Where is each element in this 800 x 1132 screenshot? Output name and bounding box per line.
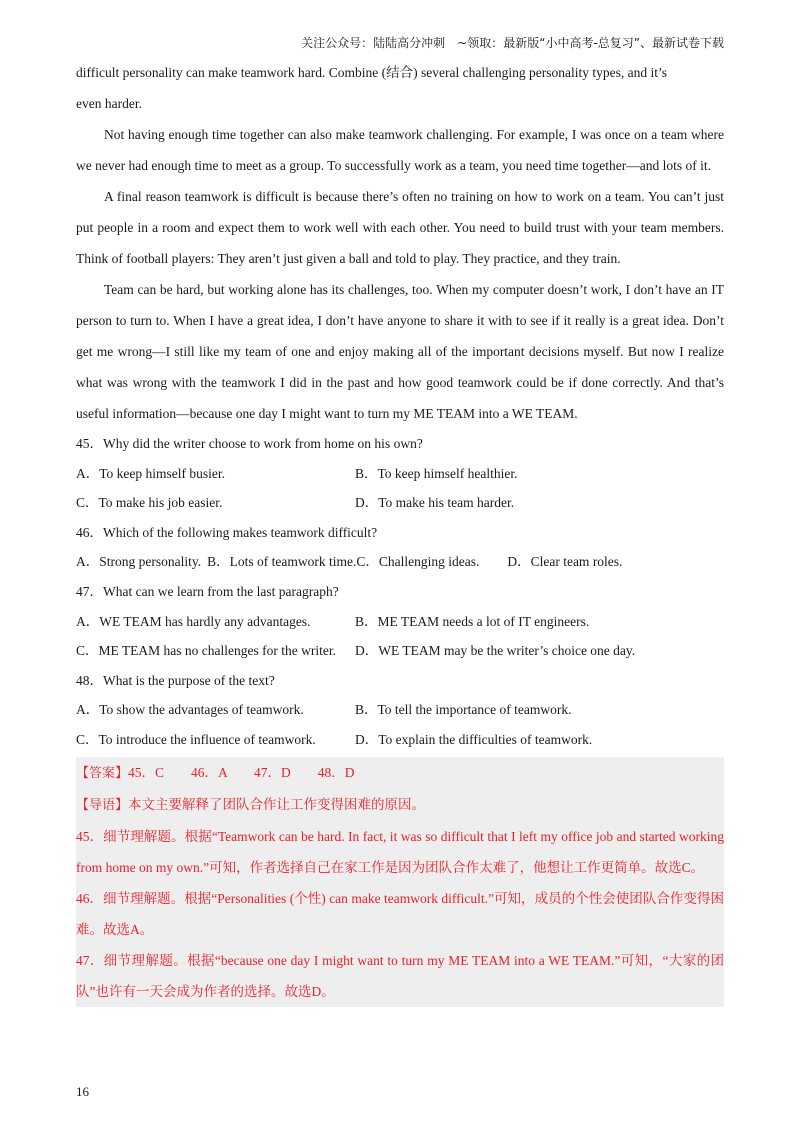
- option: A．WE TEAM has hardly any advantages.: [76, 613, 311, 629]
- question-45-stem: 45．Why did the writer choose to work from home on his own?: [76, 436, 423, 451]
- explanation-47: 47．细节理解题。根据“because one day I might want to turn my ME TEAM into a WE TEAM.”可知，“大家的团队”也许有一天会成为作者的选择。故选D。: [76, 952, 724, 999]
- answer-section: [76, 757, 724, 1007]
- option: D．To explain the difficulties of teamwork.: [355, 731, 593, 747]
- question-48-options-row-1: [76, 695, 724, 725]
- explanation-45: 45．细节理解题。根据“Teamwork can be hard. In fact, it was so difficult that I left my office job and started working from home on my own.”可知，作者选择自己在家工作是因为团队合作太难了，他想让工作更简单。故选C。: [76, 828, 724, 875]
- page-content: [76, 57, 724, 1007]
- question-47-options-row-1: [76, 607, 724, 637]
- option: B．Lots of teamwork time.: [207, 554, 357, 570]
- question-48-stem: 48．What is the purpose of the text?: [76, 672, 275, 688]
- option: B．ME TEAM needs a lot of IT engineers.: [355, 613, 590, 629]
- option: D．To make his team harder.: [355, 495, 515, 511]
- explanation-46: 46．细节理解题。根据“Personalities (个性) can make teamwork difficult.”可知，成员的个性会使团队合作变得困难。故选A。: [76, 890, 724, 937]
- question-46-options-row: [76, 547, 724, 577]
- question-48-options-row-2: [76, 725, 724, 755]
- question-46-stem: 46．Which of the following makes teamwork difficult?: [76, 524, 378, 540]
- guide: [76, 789, 724, 821]
- passage-paragraph-3: Team can be hard, but working alone has its challenges, too. When my computer doesn’t work, I don’t have an IT person to turn to. When I have a great idea, I don’t have anyone to share it with to see if it really is a great idea. Don’t get me wrong—I still like my team of one and enjoy making all of the important decisions myself. But now I realize what was wrong with the teamwork I did in the past and how good teamwork could be if done correctly. And that’s useful information—because one day I might want to turn my ME TEAM into a WE TEAM.: [76, 282, 724, 421]
- guide-label: 【导语】: [76, 797, 129, 813]
- option: D．Clear team roles.: [507, 554, 623, 570]
- guide-text: 本文主要解释了团队合作让工作变得困难的原因。: [128, 796, 426, 812]
- option: C．Challenging ideas.: [356, 554, 480, 570]
- passage-paragraph-1: Not having enough time together can also make teamwork challenging. For example, I was once on a team where we never had enough time to meet as a group. To successfully work as a team, you need time together—and lots of it.: [76, 127, 724, 173]
- answer-key-values: 45．C 46．A 47．D 48．D: [128, 764, 355, 780]
- page-number: 16: [76, 1084, 89, 1099]
- option: C．ME TEAM has no challenges for the writer.: [76, 643, 336, 659]
- passage-line: even harder.: [76, 96, 142, 111]
- answer-key-label: 【答案】: [76, 765, 129, 781]
- option: C．To make his job easier.: [76, 495, 223, 511]
- question-45-options-row-2: [76, 488, 724, 518]
- option: B．To keep himself healthier.: [355, 465, 518, 481]
- option: C．To introduce the influence of teamwork.: [76, 731, 316, 747]
- option: A．To show the advantages of teamwork.: [76, 702, 304, 718]
- passage-paragraph-2: A final reason teamwork is difficult is because there’s often no training on how to work on a team. You can’t just put people in a room and expect them to work well with each other. You need to build trust with your team members. Think of football players: They aren’t just given a ball and told to play. They practice, and they train.: [76, 189, 724, 266]
- option: A．Strong personality.: [76, 554, 202, 570]
- question-47-stem: 47．What can we learn from the last paragraph?: [76, 583, 339, 599]
- passage-line: difficult personality can make teamwork hard. Combine (结合) several challenging personality types, and it’s: [76, 65, 667, 80]
- question-45-options-row-1: [76, 459, 724, 489]
- option: D．WE TEAM may be the writer’s choice one day.: [355, 643, 636, 659]
- option: A．To keep himself busier.: [76, 465, 226, 481]
- question-47-options-row-2: [76, 636, 724, 666]
- page-header: 关注公众号：陆陆高分冲刺 ~领取：最新版“小中高考-总复习”、最新试卷下载: [301, 36, 724, 50]
- option: B．To tell the importance of teamwork.: [355, 702, 572, 718]
- answer-key: [76, 757, 724, 789]
